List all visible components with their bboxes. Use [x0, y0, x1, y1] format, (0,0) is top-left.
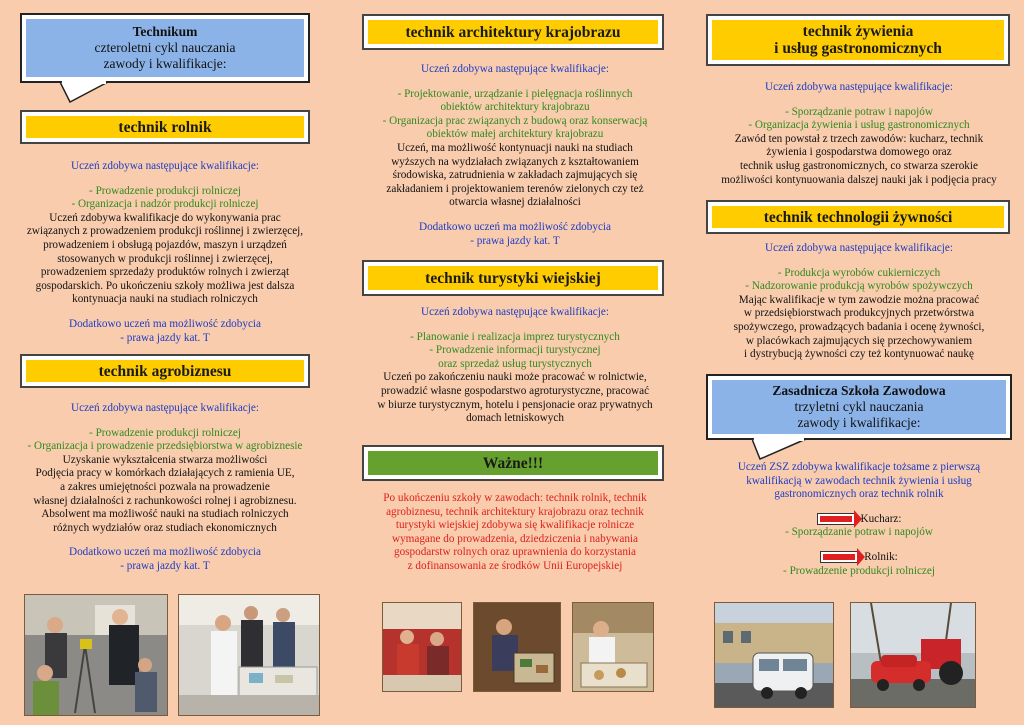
header-wazne: Ważne!!! — [362, 445, 664, 481]
rolnik-row: Rolnik: — [694, 551, 1024, 565]
section-wazne: Po ukończeniu szkoły w zawodach: technik rolnik, technik agrobiznesu, technik architektury krajobrazu oraz technik turystyki wiejskiej zdobywa się kwalifikacje rolnicze wymagane do prowadzenia, dziedziczenia i nabywania gospodarstw rolnych oraz uprawnienia do korzystania z dofinansowania ze środków Unii Europejskiej — [383, 492, 647, 572]
header-technik-architektury-krajobrazu: technik architektury krajobrazu — [362, 14, 664, 50]
section-technik-agrobiznesu: Uczeń zdobywa następujące kwalifikacje: - Prowadzenie produkcji rolniczej - Organizacja i prowadzenie przedsiębiorstwa w agrobiznesie Uzyskanie wykształcenia stwarza możliwości Podjęcia pracy w komórkach działających z ramienia UE, a zakres umiejętności pozwala na prowadzenie własnej działalności z rachunkowości rolnej i agrobiznesu. Absolwent ma możliwość nauki na studiach rolniczych różnych wydziałów oraz studiach ekonomicznych Dodatkowo uczeń ma możliwość zdobycia - prawa jazdy kat. T — [27, 402, 303, 572]
section-technik-technologii-zywnosci: Uczeń zdobywa następujące kwalifikacje: - Produkcja wyrobów cukierniczych - Nadzorowanie produkcją wyrobów spożywczych Mając kwalifikacje w tym zawodzie można pracować w przedsiębiorstwach produkcyjnych przetwórstwa spożywczego, prowadzących badania i ocenę żywności, w placówkach zajmujących się przechowywaniem i dystrybucją żywności czy też kontynuować naukę — [733, 242, 985, 361]
header-technik-technologii-zywnosci: technik technologii żywności — [706, 200, 1010, 234]
tractor-photo — [850, 602, 976, 708]
workshop-photo — [473, 602, 561, 692]
callout-line: trzyletni cykl nauczania — [794, 399, 924, 414]
header-technik-rolnik: technik rolnik — [20, 110, 310, 144]
arrow-right-icon — [817, 513, 855, 525]
callout-title: Technikum — [132, 24, 198, 39]
callout-line: czteroletni cykl nauczania — [94, 40, 236, 55]
section-technik-turystyki-wiejskiej: Uczeń zdobywa następujące kwalifikacje: - Planowanie i realizacja imprez turystycznych - Prowadzenie informacji turystycznej oraz sprzedaż usług turystycznych Uczeń po zakończeniu nauki może pracować w rolnictwie, prowadzić własne gospodarstwo agroturystyczne, pracować w biurze turystycznym, hotelu i pensjonacie oraz prywatnych domach letniskowych — [377, 306, 653, 425]
header-technik-agrobiznesu: technik agrobiznesu — [20, 354, 310, 388]
column-middle — [350, 0, 680, 725]
laboratory-photo — [178, 594, 320, 716]
callout-line: zawody i kwalifikacje: — [103, 56, 227, 71]
callout-tail — [60, 81, 112, 103]
column-left — [8, 0, 322, 725]
cooking-photo — [572, 602, 654, 692]
callout-title: Zasadnicza Szkoła Zawodowa — [772, 383, 946, 398]
section-zsz: Uczeń ZSZ zdobywa kwalifikacje tożsame z pierwszą kwalifikacją w zawodach technik żywienia i usług gastronomicznych oraz technik rolnik Kucharz: - Sporządzanie potraw i napojów Rolnik: - Prowadzenie produkcji rolniczej — [694, 461, 1024, 578]
school-bus-photo — [714, 602, 834, 708]
technikum-callout — [20, 13, 310, 83]
students-photo — [382, 602, 462, 692]
column-right — [694, 0, 1024, 725]
section-technik-architektury-krajobrazu: Uczeń zdobywa następujące kwalifikacje: - Projektowanie, urządzanie i pielęgnacja roślinnych obiektów architektury krajobrazu - Organizacja prac związanych z budową oraz konserwacją obiektów małej architektury krajobrazu Uczeń, ma możliwość kontynuacji nauki na studiach wyższych na wydziałach związanych z kształtowaniem środowiska, zatrudnienia w zakładach zajmujących się zakładaniem i projektowaniem terenów zielonych czy też otwarcia własnej działalności Dodatkowo uczeń ma możliwość zdobycia - prawa jazdy kat. T — [382, 63, 648, 247]
header-technik-turystyki-wiejskiej: technik turystyki wiejskiej — [362, 260, 664, 296]
section-technik-rolnik: Uczeń zdobywa następujące kwalifikacje: - Prowadzenie produkcji rolniczej - Organizacja i nadzór produkcji rolniczej Uczeń zdobywa kwalifikacje do wykonywania prac związanych z prowadzeniem produkcji roślinnej i zwierzęcej, prowadzeniem i obsługą pojazdów, maszyn i urządzeń stosowanych w produkcji roślinnej i zwierzęcej, prowadzeniem sprzedaży produktów rolnych i zwierząt gospodarskich. Po ukończeniu szkoły możliwa jest dalsza kontynuacja nauki na studiach rolniczych Dodatkowo uczeń ma możliwość zdobycia - prawa jazdy kat. T — [26, 160, 304, 344]
section-technik-zywienia: Uczeń zdobywa następujące kwalifikacje: - Sporządzanie potraw i napojów - Organizacja żywienia i usług gastronomicznych Zawód ten powstał z trzech zawodów: kucharz, technik żywienia i gospodarstwa domowego oraz technik usług gastronomicznych, co stwarza szerokie możliwości kontynuowania dalszej nauki jak i podjęcia pracy — [721, 81, 997, 186]
arrow-right-icon — [820, 551, 858, 563]
header-technik-zywienia: technik żywienia i usług gastronomicznych — [706, 14, 1010, 66]
kucharz-row: Kucharz: — [694, 513, 1024, 527]
classroom-photo — [24, 594, 168, 716]
callout-tail — [752, 438, 810, 460]
zsz-callout — [706, 374, 1012, 440]
callout-line: zawody i kwalifikacje: — [797, 415, 921, 430]
